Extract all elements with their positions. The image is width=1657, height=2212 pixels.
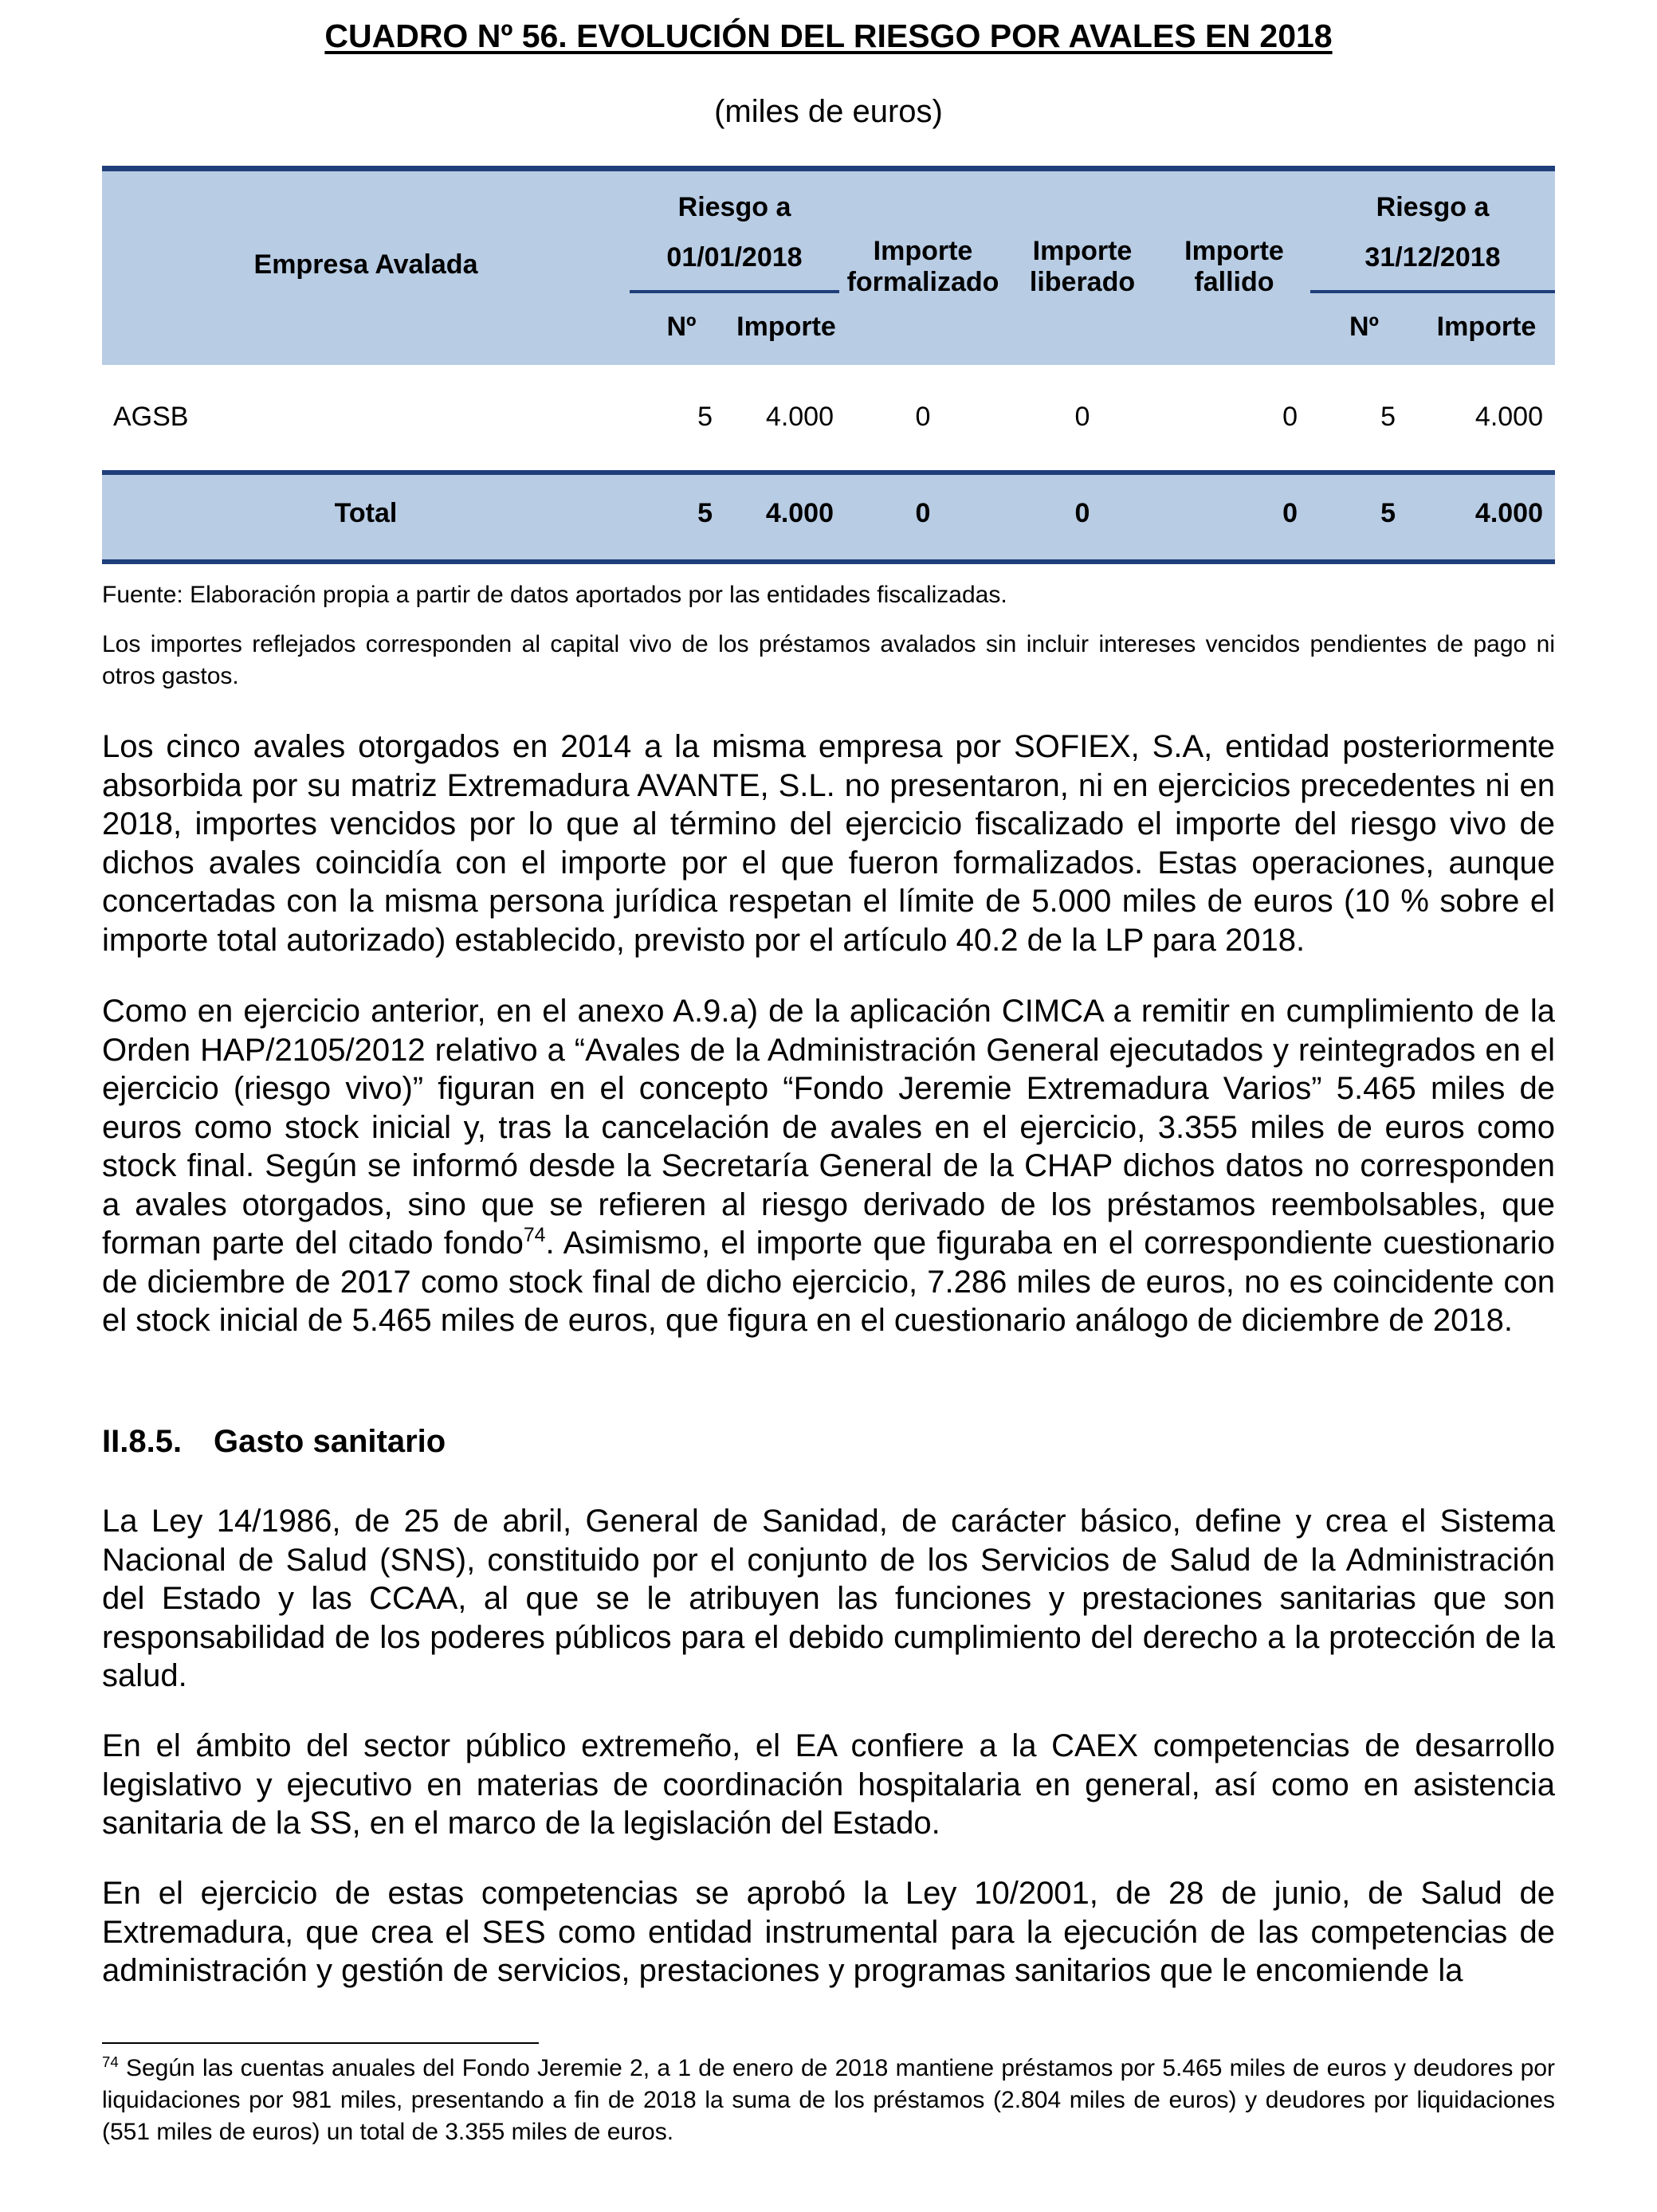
total-label: Total [334,498,398,528]
header-importe-fallido: Importe fallido [1184,236,1284,297]
paragraph-ambito: En el ámbito del sector público extremeño, el EA confiere a la CAEX competencias de desarrollo legislativo y ejecutivo en materias de coordinación hospitalaria en general, así como en asistencia sanitaria de la SS, en el marco de la legislación del Estado. [102,1728,1555,1841]
row-n-inicio: 5 [697,402,713,432]
total-liberado: 0 [1074,498,1090,528]
amounts-note: Los importes reflejados corresponden al capital vivo de los préstamos avalados sin incluir intereses vencidos pendientes de pago ni otros gastos. [102,631,1555,689]
paragraph-ley-sanidad: La Ley 14/1986, de 25 de abril, General de Sanidad, de carácter básico, define y crea el Sistema Nacional de Salud (SNS), constituido por el conjunto de los Servicios de Salud de la Administración del Estado y las CCAA, al que se le atribuyen las funciones y prestaciones sanitarias que son responsabilidad de los poderes públicos para el debido cumplimiento del derecho a la protección de la salud. [102,1504,1555,1693]
header-fecha-fin: 31/12/2018 [1364,242,1501,273]
row-importe-inicio: 4.000 [765,402,834,432]
header-divider-right [1310,290,1555,293]
header-importe-fin: Importe [1436,312,1537,342]
row-n-fin: 5 [1380,402,1396,432]
header-empresa: Empresa Avalada [253,249,478,280]
paragraph-avales: Los cinco avales otorgados en 2014 a la misma empresa por SOFIEX, S.A, entidad posteriormente absorbida por su matriz Extremadura AVANTE, S.L. no presentaron, ni en ejercicios precedentes ni en 2018, importes vencidos por lo que al término del ejercicio fiscalizado el importe del riesgo vivo de dichos avales coincidía con el importe por el que fueron formalizados. Estas operaciones, aunque concertadas con la misma persona jurídica respetan el límite de 5.000 miles de euros (10 % sobre el importe total autorizado) establecido, previsto por el artículo 40.2 de la LP para 2018. [102,729,1555,958]
footnote [102,2053,1555,2148]
source-note: Fuente: Elaboración propia a partir de datos aportados por las entidades fiscalizadas. [102,582,1007,608]
header-importe-inicio: Importe [736,312,836,342]
total-n-fin: 5 [1380,498,1396,528]
header-riesgo-inicio: Riesgo a [677,192,791,222]
footnote-number: 74 [102,2053,119,2070]
total-n-inicio: 5 [697,498,713,528]
table-title: CUADRO Nº 56. EVOLUCIÓN DEL RIESGO POR AVALES EN 2018 [324,18,1333,54]
footnote-text: Según las cuentas anuales del Fondo Jeremie 2, a 1 de enero de 2018 mantiene préstamos por 5.465 miles de euros y deudores por liquidaciones por 981 miles, presentando a fin de 2018 la suma de los préstamos (2.804 miles de euros) y deudores por liquidaciones (551 miles de euros) un total de 3.355 miles de euros. [102,2055,1555,2145]
paragraph-cimca [102,992,1555,1340]
header-n-inicio: Nº [666,312,697,342]
header-divider-left [630,290,839,293]
header-importe-liberado: Importe liberado [1029,236,1136,297]
header-riesgo-fin: Riesgo a [1376,192,1490,222]
row-importe-fin: 4.000 [1474,402,1543,432]
total-fallido: 0 [1282,498,1298,528]
section-title: Gasto sanitario [214,1424,446,1459]
table-subtitle: (miles de euros) [714,94,943,129]
row-liberado: 0 [1074,402,1090,432]
section-number: II.8.5. [102,1424,183,1459]
paragraph-cimca-text-2: . Asimismo, el importe que figuraba en el correspondiente cuestionario de diciembre de 2017 como stock final de dicho ejercicio, 7.286 miles de euros, no es coincidente con el stock inicial de 5.465 miles de euros, que figura en el cuestionario análogo de diciembre de 2018. [102,1226,1556,1338]
row-empresa: AGSB [113,402,189,432]
header-n-fin: Nº [1349,312,1379,342]
header-importe-formalizado: Importe formalizado [846,236,999,297]
row-formalizado: 0 [915,402,931,432]
paragraph-ley-salud: En el ejercicio de estas competencias se aprobó la Ley 10/2001, de 28 de junio, de Salud de Extremadura, que crea el SES como entidad instrumental para la ejecución de las competencias de administración y gestión de servicios, prestaciones y programas sanitarios que le encomiende la [102,1876,1555,1988]
row-fallido: 0 [1282,402,1298,432]
total-importe-fin: 4.000 [1474,498,1543,528]
total-formalizado: 0 [915,498,931,528]
header-fecha-inicio: 01/01/2018 [666,242,803,273]
paragraph-cimca-text-1: Como en ejercicio anterior, en el anexo A.9.a) de la aplicación CIMCA a remitir en cumplimiento de la Orden HAP/2105/2012 relativo a “Avales de la Administración General ejecutados y reintegrados en el ejercicio (riesgo vivo)” figuran en el concepto “Fondo Jeremie Extremadura Varios” 5.465 miles de euros como stock inicial y, tras la cancelación de avales en el ejercicio, 3.355 miles de euros como stock final. Según se informó desde la Secretaría General de la CHAP dichos datos no corresponden a avales otorgados, sino que se refieren al riesgo derivado de los préstamos reembolsables, que forman parte del citado fondo [102,994,1555,1261]
total-importe-inicio: 4.000 [765,498,834,528]
footnote-separator [102,2042,539,2044]
footnote-ref: 74 [523,1225,546,1247]
risk-table [102,166,1555,564]
section-heading [102,1424,446,1460]
